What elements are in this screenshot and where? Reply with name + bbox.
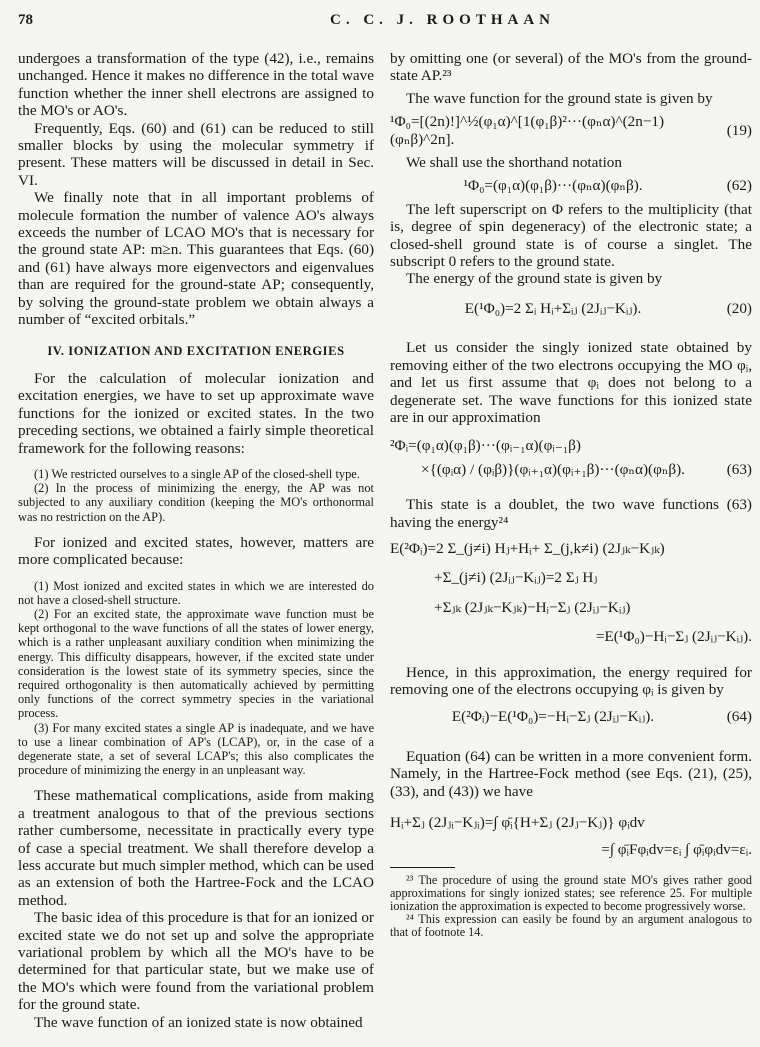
footnote: ²³ The procedure of using the ground state MO's gives rather good approximations for singly ionized states; see reference 25. For multiple ionization the approximation is expected to become progressively worse. (390, 872, 752, 913)
energy-equation-line (434, 569, 752, 586)
list-item: (3) For many excited states a single AP is inadequate, and we have to use a linear combination of AP's (LCAP), or, in the case of a degenerate state, a set of several LCAP's; this also complicates the procedure of minimizing the energy in an unpleasant way. (18, 720, 374, 778)
equation-number: (64) (726, 708, 752, 726)
paragraph: Equation (64) can be written in a more convenient form. Namely, in the Hartree-Fock method (see Eqs. (21), (25), (33), and (43)) we have (390, 747, 752, 800)
list-item: (2) For an excited state, the approximate wave function must be kept orthogonal to the wave functions of all the states of lower energy, which is a rather unpleasant auxiliary condition when minimizing the energy. This difficulty disappears, however, if the excited state under consideration is the lowest state of its symmetry species, since the required orthogonality is then automatically achieved by permitting only functions of the correct symmetry species in the variational process. (18, 606, 374, 721)
equation-number: (19) (726, 121, 752, 139)
equation-body: +Σ_(j≠i) (2Jᵢⱼ−Kᵢⱼ)=2 Σⱼ Hⱼ (434, 569, 598, 587)
page-header (18, 12, 750, 36)
paragraph: Hence, in this approximation, the energy required for removing one of the electrons occupying φᵢ is given by (390, 663, 752, 698)
right-column (390, 50, 752, 939)
paragraph: The energy of the ground state is given by (406, 270, 663, 288)
paragraph: The left superscript on Φ refers to the multiplicity (that is, degree of spin degeneracy) of the electronic state; a closed-shell ground state is of course a singlet. The subscript 0 refers to the ground state. (390, 200, 752, 271)
footnote-rule (390, 867, 455, 868)
equation-62 (390, 177, 752, 194)
section-heading: IV. IONIZATION AND EXCITATION ENERGIES (47, 343, 345, 358)
list-item: (2) In the process of minimizing the energy, the AP was not subjected to any auxiliary condition (keeping the MO's orthonormal was no restriction on the AP). (18, 481, 374, 524)
list-item: (1) We restricted ourselves to a single AP of the closed-shell type. (34, 466, 360, 481)
paragraph: Let us consider the singly ionized state obtained by removing either of the two electrons occupying the MO φᵢ, and let us first assume that φᵢ does not belong to a degenerate set. The wave functions for this ionized state are in our approximation (390, 339, 752, 426)
equation-body: ²Φᵢ=(φ₁α)(φ₁β)···(φᵢ₋₁α)(φᵢ₋₁β) (390, 437, 581, 455)
energy-equation-line (434, 599, 752, 616)
paragraph: Frequently, Eqs. (60) and (61) can be reduced to still smaller blocks by using the molecular symmetry if present. These matters will be discussed in detail in Sec. VI. (18, 119, 374, 189)
equation-body: E(²Φᵢ)−E(¹Φ₀)=−Hᵢ−Σⱼ (2Jᵢⱼ−Kᵢⱼ). (451, 708, 655, 726)
energy-equation-line (390, 628, 752, 645)
equation-body: E(²Φᵢ)=2 Σ_(j≠i) Hⱼ+Hᵢ+ Σ_(j,k≠i) (2Jⱼₖ−Kⱼₖ) (390, 539, 665, 557)
equation-body: ¹Φ₀=(φ₁α)(φ₁β)···(φₙα)(φₙβ). (463, 177, 643, 195)
paragraph: by omitting one (or several) of the MO's from the ground-state AP.²³ (390, 50, 752, 85)
equation-body: =∫ φ̄ᵢFφᵢdv=εᵢ ∫ φ̄ᵢφᵢdv=εᵢ. (601, 841, 752, 859)
paragraph: We finally note that in all important problems of molecule formation the number of valence AO's always exceeds the number of LCAO MO's that is necessary for the ground state AP: m≥n. This guarantees that Eqs. (60) and (61) have always more eigenvectors and eigenvalues than are required for the ground-state AP; consequently, by solving the ground-state problem we obtain always a number of “excited orbitals.” (18, 189, 374, 329)
running-head: C. C. J. ROOTHAAN (330, 12, 556, 28)
hartree-fock-equation-line (390, 841, 752, 858)
equation-body: Hᵢ+Σⱼ (2Jⱼᵢ−Kⱼᵢ)=∫ φ̄ᵢ{H+Σⱼ (2Jⱼ−Kⱼ)} φᵢdv (390, 814, 645, 831)
equation-64 (390, 708, 752, 725)
paragraph: We shall use the shorthand notation (406, 154, 622, 172)
equation-63-line2 (390, 461, 752, 478)
equation-body: +Σⱼₖ (2Jⱼₖ−Kⱼₖ)−Hᵢ−Σⱼ (2Jᵢⱼ−Kᵢⱼ) (434, 598, 631, 616)
paragraph: For the calculation of molecular ionization and excitation energies, we have to set up approximate wave functions for the ionized or excited states. In the two preceding sections, we obtained a fairly simple theoretical framework for the following reasons: (18, 369, 374, 457)
footnote: ²⁴ This expression can easily be found by an argument analogous to that of footnote 14. (390, 911, 752, 939)
paragraph: The basic idea of this procedure is that for an ionized or excited state we do not set up and solve the appropriate variational problem by which all the MO's have to be determined for that particular state, but we make use of the MO's which were found from the variational problem for the ground state. (18, 909, 374, 1014)
paragraph: For ionized and excited states, however, matters are more complicated because: (18, 533, 374, 569)
equation-body: ¹Φ₀=[(2n)!]^½(φ₁α)^[1(φ₁β)²···(φₙα)^(2n−1)(φₙβ)^2n]. (390, 113, 665, 148)
paragraph: undergoes a transformation of the type (42), i.e., remains unchanged. Hence it makes no difference in the total wave function whether the inner shell electrons are assigned to the MO's or AO's. (18, 50, 374, 120)
equation-body: E(¹Φ₀)=2 Σᵢ Hᵢ+Σᵢⱼ (2Jᵢⱼ−Kᵢⱼ). (464, 299, 642, 317)
equation-20 (390, 300, 752, 317)
hartree-fock-equation-line (390, 814, 752, 831)
page-number: 78 (18, 12, 33, 28)
equation-number: (63) (726, 460, 752, 478)
equation-number: (20) (726, 299, 752, 317)
equation-number: (62) (726, 177, 752, 195)
left-column (18, 50, 374, 1031)
paragraph: These mathematical complications, aside from making a treatment analogous to that of the previous sections rather cumbersome, necessitate in practically every type of case a special treatment. We shall therefore develop a less accurate but much simpler method, which can be used as an extension of both the Hartree-Fock and the LCAO method. (18, 787, 374, 909)
paragraph: The wave function for the ground state is given by (406, 89, 713, 107)
equation-63-line1 (390, 437, 752, 454)
energy-equation-line (390, 540, 752, 557)
equation-body: =E(¹Φ₀)−Hᵢ−Σⱼ (2Jᵢⱼ−Kᵢⱼ). (595, 628, 752, 646)
list-item: (1) Most ionized and excited states in which we are interested do not have a closed-shell structure. (18, 578, 374, 607)
paragraph: The wave function of an ionized state is now obtained (34, 1013, 363, 1031)
equation-19 (390, 113, 752, 148)
paragraph: This state is a doublet, the two wave functions (63) having the energy²⁴ (390, 496, 752, 531)
equation-body: ×{(φᵢα) / (φᵢβ)}(φᵢ₊₁α)(φᵢ₊₁β)···(φₙα)(φₙβ). (421, 460, 685, 478)
